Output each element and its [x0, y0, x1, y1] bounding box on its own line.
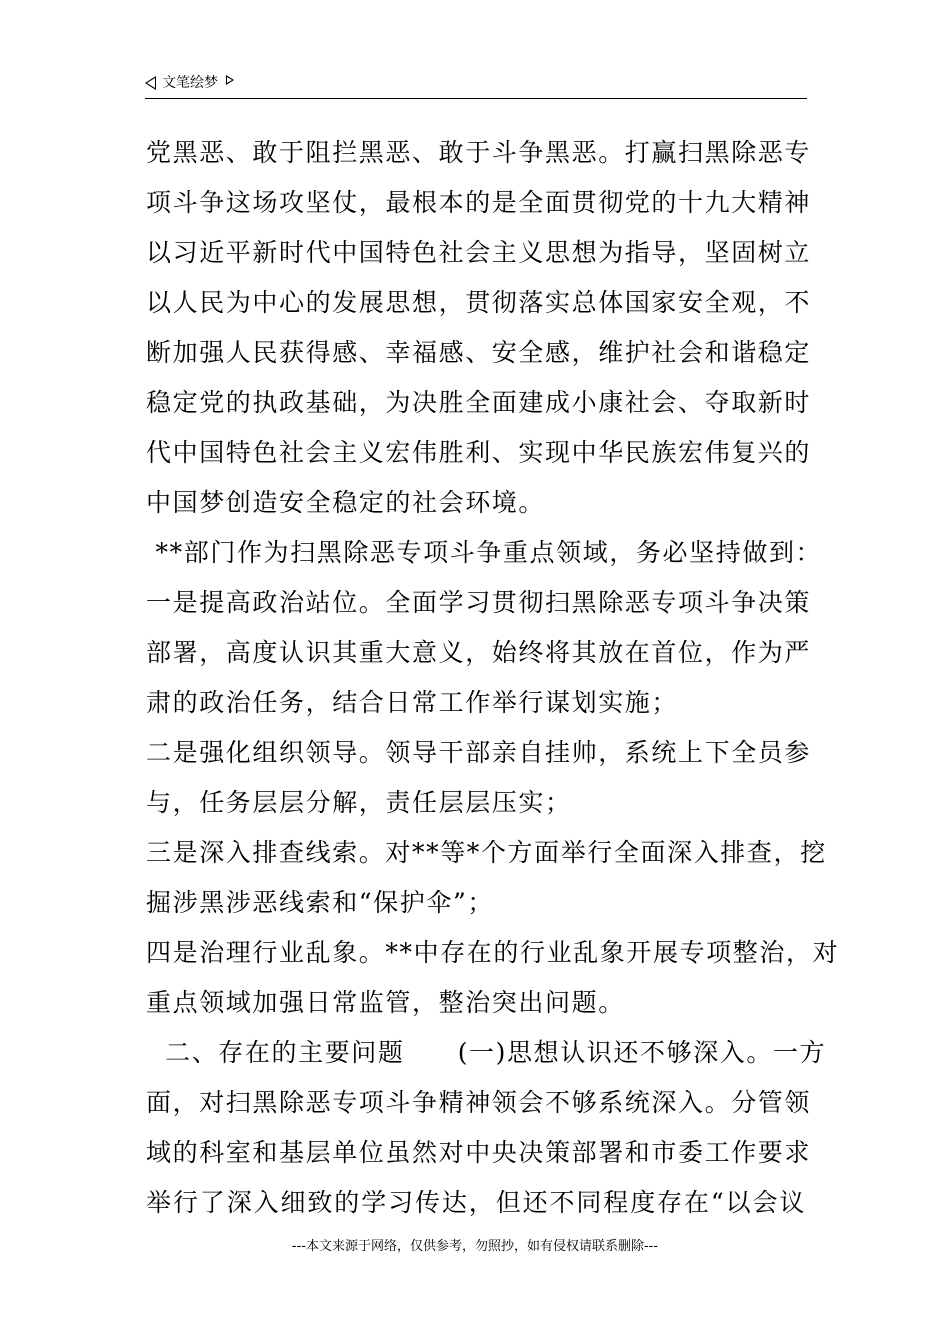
triangle-right-icon — [226, 75, 234, 85]
page-footer-disclaimer: ---本文来源于网络，仅供参考，勿照抄，如有侵权请联系删除--- — [291, 1239, 659, 1254]
text-line: 域的科室和基层单位虽然对中央决策部署和市委工作要求 — [146, 1138, 812, 1167]
text-line: 稳定党的执政基础，为决胜全面建成小康社会、夺取新时 — [146, 388, 812, 417]
text-line: 一是提高政治站位。全面学习贯彻扫黑除恶专项斗争决策 — [146, 588, 812, 617]
text-line: 党黑恶、敢于阻拦黑恶、敢于斗争黑恶。打赢扫黑除恶专 — [146, 138, 812, 167]
document-body — [146, 128, 840, 1228]
text-line: 项斗争这场攻坚仗，最根本的是全面贯彻党的十九大精神 — [146, 188, 812, 217]
text-line: 部署，高度认识其重大意义，始终将其放在首位，作为严 — [146, 638, 812, 667]
text-line: 代中国特色社会主义宏伟胜利、实现中华民族宏伟复兴的 — [146, 438, 812, 467]
text-line: 重点领域加强日常监管，整治突出问题。 — [146, 988, 625, 1017]
header-title: 文笔绘梦 — [162, 75, 218, 91]
text-line: 与，任务层层分解，责任层层压实； — [146, 788, 572, 817]
text-line: 举行了深入细致的学习传达，但还不同程度存在“以会议 — [146, 1188, 806, 1217]
section-heading-line: 二、存在的主要问题 (一)思想认识还不够深入。一方 — [146, 1038, 827, 1067]
text-line: 肃的政治任务，结合日常工作举行谋划实施； — [146, 688, 679, 717]
text-line: 二是强化组织领导。领导干部亲自挂帅，系统上下全员参 — [146, 738, 812, 767]
text-line: 断加强人民获得感、幸福感、安全感，维护社会和谐稳定 — [146, 338, 812, 367]
text-line: 掘涉黑涉恶线索和“保护伞”； — [146, 888, 494, 917]
text-line: 中国梦创造安全稳定的社会环境。 — [146, 488, 546, 517]
text-line: 三是深入排查线索。对**等*个方面举行全面深入排查，挖 — [146, 838, 827, 867]
text-line: 以习近平新时代中国特色社会主义思想为指导，坚固树立 — [146, 238, 812, 267]
page-header — [145, 72, 807, 99]
header-content — [145, 74, 234, 92]
text-line: 以人民为中心的发展思想，贯彻落实总体国家安全观，不 — [146, 288, 812, 317]
text-line: **部门作为扫黑除恶专项斗争重点领域，务必坚持做到： — [146, 538, 823, 567]
text-line: 面，对扫黑除恶专项斗争精神领会不够系统深入。分管领 — [146, 1088, 812, 1117]
triangle-left-icon — [145, 76, 156, 90]
text-line: 四是治理行业乱象。**中存在的行业乱象开展专项整治，对 — [146, 938, 840, 967]
